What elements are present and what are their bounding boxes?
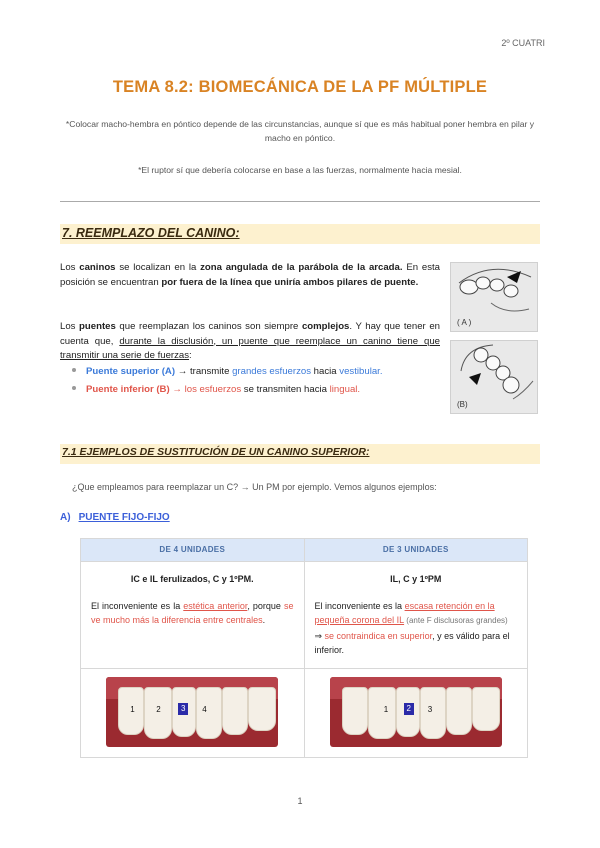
bullet-puente-superior: Puente superior (A) → transmite grandes esfuerzos hacia vestibular.: [72, 365, 383, 379]
paragraph-puentes: Los puentes que reemplazan los caninos son siempre complejos. Y hay que tener en cuenta que, durante la disclusión, un puente que reemplace un canino tiene que transmitir una serie de fuerzas:: [60, 321, 440, 361]
note-ruptor: *El ruptor sí que debería colocarse en base a las fuerzas, normalmente hacia mesial.: [138, 165, 462, 175]
table-header-4-unidades: DE 4 UNIDADES: [81, 539, 305, 562]
page-title: TEMA 8.2: BIOMECÁNICA DE LA PF MÚLTIPLE: [112, 78, 488, 96]
subsection-a-title: A) PUENTE FIJO-FIJO: [60, 512, 170, 523]
bullet-dot-icon: [72, 368, 76, 372]
table-photo-cell-3: [304, 668, 528, 757]
section-7-heading: [60, 224, 540, 244]
table-photo-cell-4: [81, 668, 305, 757]
section-7-1-heading-text: 7.1 EJEMPLOS DE SUSTITUCIÓN DE UN CANINO SUPERIOR:: [62, 446, 370, 458]
teeth-photo-3-unidades: 1 2 3: [330, 677, 502, 747]
figure-b-label: (B): [457, 400, 468, 409]
section-7-heading-text: 7. REEMPLAZO DEL CANINO:: [62, 226, 240, 240]
note-macho-hembra: *Colocar macho-hembra en póntico depende de las circunstancias, aunque sí que es más habitual poner hembra en pilar y macho en póntico.: [65, 119, 535, 143]
header-label: 2º CUATRI: [501, 38, 545, 48]
figure-a-label: ( A ): [457, 318, 472, 327]
section-7-1-heading: [60, 444, 540, 464]
table-cell-3-unidades: [304, 562, 528, 669]
comparison-table: [80, 538, 528, 758]
cell-description: El inconveniente es la estética anterior, porque se ve mucho más la diferencia entre centrales.: [91, 600, 294, 625]
page-number: 1: [297, 796, 303, 806]
cell-title: IC e IL ferulizados, C y 1ºPM.: [130, 574, 254, 584]
cell-title: IL, C y 1ºPM: [390, 574, 442, 584]
divider: [60, 201, 540, 202]
table-header-3-unidades: DE 3 UNIDADES: [304, 539, 528, 562]
teeth-photo-4-unidades: 1 2 3 4: [106, 677, 278, 747]
figure-a-upper-bridge: [450, 262, 538, 332]
question-line: ¿Que empleamos para reemplazar un C? → Un PM por ejemplo. Vemos algunos ejemplos:: [72, 482, 437, 492]
cell-description: El inconveniente es la escasa retención en la pequeña corona del IL (ante F disclusoras grandes) ⇒ se contraindica en superior, y es válido para el inferior.: [314, 600, 510, 655]
bullet-puente-inferior: Puente inferior (B) → los esfuerzos se transmiten hacia lingual.: [72, 383, 360, 397]
table-cell-4-unidades: [81, 562, 305, 669]
bullet-dot-icon: [72, 386, 76, 390]
figure-b-lower-bridge: [450, 340, 538, 414]
paragraph-caninos: Los caninos se localizan en la zona angulada de la parábola de la arcada. En esta posición se encuentran por fuera de la línea que uniría ambos pilares de puente.: [60, 262, 440, 288]
